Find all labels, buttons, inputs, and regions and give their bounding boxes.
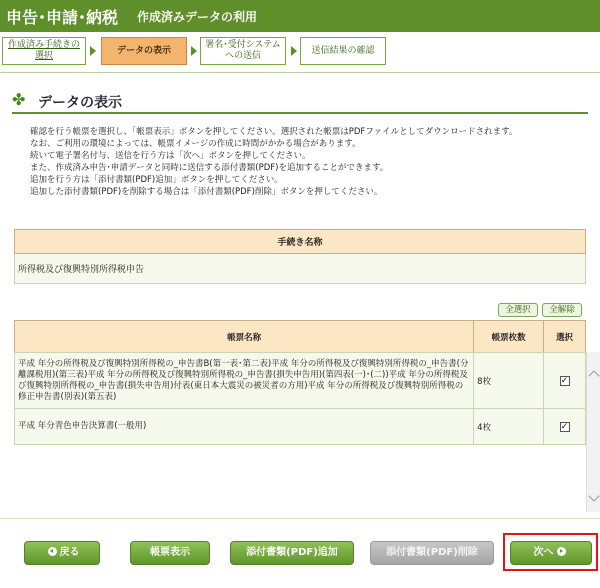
procedure-table — [14, 229, 586, 284]
form-count: 4枚 — [474, 409, 544, 445]
form-checkbox-cell — [544, 409, 586, 445]
instruction-line: 追加を行う方は「添付書類(PDF)追加」ボタンを押してください。 — [30, 175, 283, 185]
form-display-label: 帳票表示 — [150, 547, 190, 558]
step-arrow-icon — [191, 46, 197, 56]
instruction-line: 続いて電子署名付与、送信を行う方は「次へ」ボタンを押してください。 — [30, 151, 311, 161]
step-send-signature — [200, 37, 286, 65]
instruction-line: また、作成済み申告･申請データと同時に送信する添付書類(PDF)を追加することができます。 — [30, 163, 389, 173]
select-all-button[interactable]: 全選択 — [498, 303, 538, 317]
table-row — [15, 409, 586, 445]
back-arrow-icon — [48, 547, 57, 556]
instruction-line: 確認を行う帳票を選択し、「帳票表示」ボタンを押してください。選択された帳票はPDFファイルとしてダウンロードされます。 — [30, 127, 518, 137]
app-header — [0, 0, 600, 32]
column-form-name: 帳票名称 — [15, 321, 474, 353]
step-select-procedure-line1: 作成済み手続きの — [7, 40, 80, 50]
clover-icon: ✤ — [12, 90, 26, 109]
section-title: データの表示 — [38, 95, 122, 111]
step-select-procedure[interactable] — [2, 37, 86, 65]
form-checkbox-cell — [544, 353, 586, 409]
column-select: 選択 — [544, 321, 586, 353]
divider — [0, 72, 600, 73]
scroll-down-icon[interactable] — [588, 490, 599, 501]
form-display-button[interactable] — [130, 541, 210, 565]
step-confirm-result — [300, 37, 386, 65]
footer-divider — [0, 518, 600, 519]
add-pdf-button[interactable] — [230, 541, 354, 565]
page-subtitle: 作成済みデータの利用 — [137, 10, 258, 24]
back-button-label: 戻る — [59, 547, 80, 558]
step-send-signature-line2: への送信 — [224, 51, 261, 61]
next-button-label: 次へ — [533, 547, 554, 558]
instructions — [30, 126, 590, 198]
step-display-data — [101, 37, 187, 65]
app-title: 申告･申請･納税 — [6, 8, 119, 27]
form-count: 8枚 — [474, 353, 544, 409]
instruction-line: 追加した添付書類(PDF)を削除する場合は「添付書類(PDF)削除」ボタンを押してください。 — [30, 187, 383, 197]
step-confirm-result-label: 送信結果の確認 — [311, 45, 375, 56]
delete-pdf-label: 添付書類(PDF)削除 — [386, 547, 478, 558]
form-checkbox[interactable]: ✓ — [560, 375, 569, 386]
step-select-procedure-line2: 選択 — [34, 51, 53, 61]
scroll-up-icon[interactable] — [588, 370, 599, 381]
next-arrow-icon — [557, 547, 566, 556]
procedure-name: 所得税及び復興特別所得税申告 — [15, 254, 586, 284]
instruction-line: なお、ご利用の環境によっては、帳票イメージの作成に時間がかかる場合があります。 — [30, 139, 361, 149]
step-display-data-label: データの表示 — [116, 45, 171, 56]
table-row — [15, 353, 586, 409]
form-name: 平成 年分の所得税及び復興特別所得税の_申告書B(第一表･第二表)平成 年分の所得税及び復興特別所得税の_申告書(分離課税用)(第三表)平成 年分の所得税及び復興特別所得税の_申告書(損失申告用)(第四表(一)･(二))平成 年分の所得税及び復興特別所得税の_申告書(損失申告用)付表(東日本大震災の被災者の方用)平成 年分の所得税及び復興特別所得税の修正申告書(別表)(第五表) — [15, 353, 474, 409]
vertical-scrollbar[interactable] — [586, 352, 600, 512]
column-form-count: 帳票枚数 — [474, 321, 544, 353]
form-checkbox[interactable]: ✓ — [560, 421, 569, 432]
step-navigation — [0, 36, 600, 66]
next-button[interactable] — [510, 541, 592, 565]
deselect-all-button[interactable]: 全解除 — [542, 303, 582, 317]
section-rule — [12, 112, 588, 114]
form-name: 平成 年分青色申告決算書(一般用) — [15, 409, 474, 445]
step-arrow-icon — [90, 46, 96, 56]
form-list — [14, 352, 600, 512]
step-arrow-icon — [291, 46, 297, 56]
step-send-signature-line1: 署名･受付システム — [205, 40, 281, 50]
delete-pdf-button[interactable] — [370, 541, 494, 565]
form-table-header — [14, 320, 586, 353]
procedure-header: 手続き名称 — [15, 230, 586, 254]
form-rows — [14, 352, 586, 445]
back-button[interactable] — [24, 541, 100, 565]
add-pdf-label: 添付書類(PDF)追加 — [246, 547, 338, 558]
